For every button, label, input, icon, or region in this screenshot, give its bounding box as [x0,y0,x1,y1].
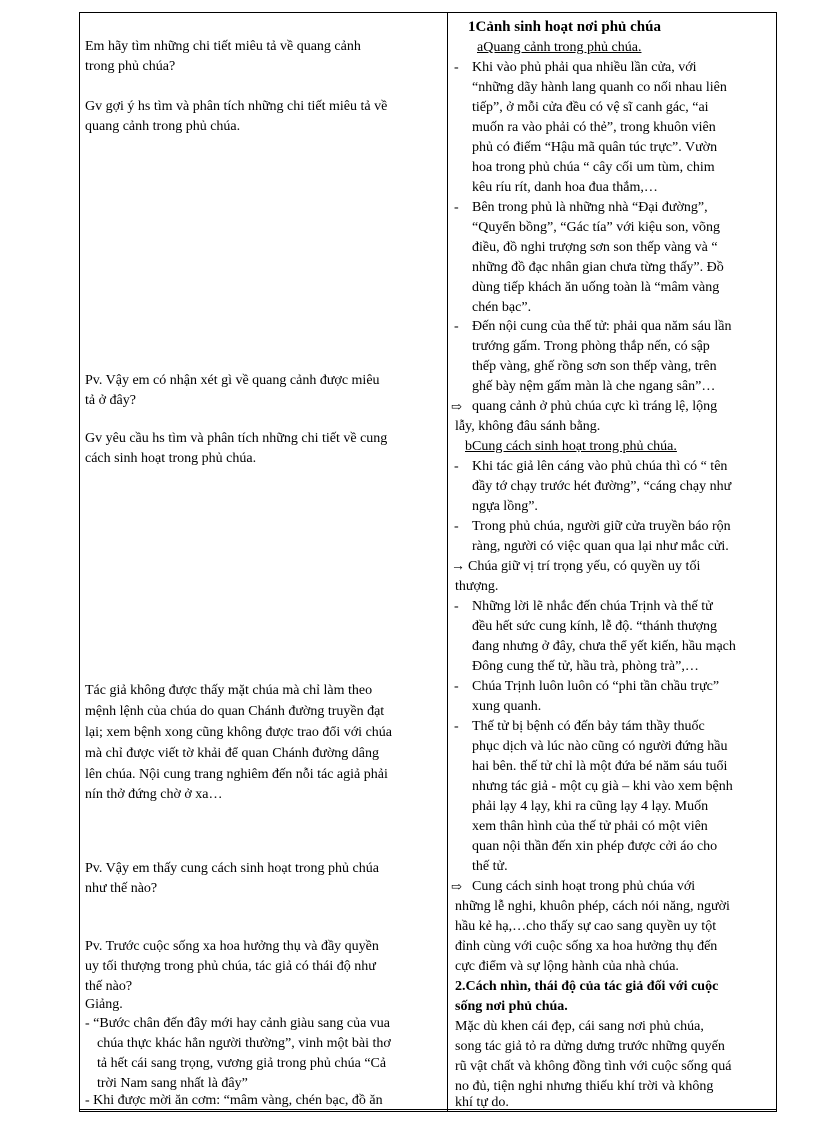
teacher-guide-line-2: quang cảnh trong phủ chúa. [85,119,241,134]
lifestyle-p6-line-4: Đông cung thế tử, hầu trà, phòng trà”,… [472,659,699,674]
lecture-bullet-1-line-4: trời Nam sang nhất là đây” [97,1076,248,1091]
bullet-dash: - [454,200,459,215]
landscape-p1-line-2: “những dãy hành lang quanh co nối nhau liên [472,80,727,95]
landscape-p3-line-4: ghế bày nệm gấm màn là che ngang sân”… [472,379,716,394]
teacher-request-line-1: Gv yêu cầu hs tìm và phân tích những chi tiết về cung [85,431,388,446]
landscape-p1-line-3: tiếp”, ở mỗi cửa đều có vệ sĩ canh gác, “ai [472,100,709,115]
lifestyle-summary-line-1: Cung cách sinh hoạt trong phủ chúa với [472,879,696,894]
question-attitude-line-3: thế nào? [85,979,133,994]
summary-line-4: mà chỉ được viết tờ khải để quan Chánh đường dâng [85,746,379,761]
lifestyle-p6-line-2: đều hết sức cung kính, lễ độ. “thánh thượng [472,619,717,634]
attitude-line-5: khí tự do. [455,1095,509,1110]
landscape-p2-line-3: điều, đồ nghi trượng sơn son thếp vàng và “ [472,240,718,255]
landscape-p2-line-1: Bên trong phủ là những nhà “Đại đường”, [472,200,708,215]
summary-line-5: lên chúa. Nội cung trang nghiêm đến nỗi tác agiả phải [85,767,388,782]
lifestyle-p8-line-7: quan nội thần đến xin phép được cởi áo cho [472,839,718,854]
lifestyle-p8-line-4: nhưng tác giả - một cụ già – khi vào xem bệnh [472,779,733,794]
attitude-line-1: Mặc dù khen cái đẹp, cái sang nơi phủ chúa, [455,1019,704,1034]
long-right-arrow-icon: → [451,559,465,574]
teacher-request-line-2: cách sinh hoạt trong phủ chúa. [85,451,257,466]
landscape-conclusion-line-2: lẫy, không đâu sánh bằng. [455,419,601,434]
landscape-p3-line-1: Đến nội cung của thế tử: phải qua năm sáu lần [472,319,732,334]
landscape-p3-line-2: trướng gấm. Trong phòng thắp nến, có sập [472,339,710,354]
lifestyle-summary-line-5: cực điểm và sự lộng hành của nhà chúa. [455,959,679,974]
question-lifestyle-line-2: như thế nào? [85,881,158,896]
lifestyle-p4-line-2: đầy tớ chạy trước hét đường”, “cáng chạy như [472,479,732,494]
landscape-p1-line-1: Khi vào phủ phải qua nhiều lần cửa, với [472,60,697,75]
summary-line-2: mệnh lệnh của chúa do quan Chánh đường truyền đạt [85,704,385,719]
landscape-p1-line-6: hoa trong phủ chúa “ cây cối um tùm, chim [472,160,715,175]
section-2-heading-line-1: 2.Cách nhìn, thái độ của tác giả đối với cuộc [455,979,719,994]
attitude-line-4: no đủ, tiện nghi nhưng thiếu khí trời và không [455,1079,714,1094]
lesson-table [79,12,777,1112]
lifestyle-p5-line-1: Trong phủ chúa, người giữ cửa truyền báo rộn [472,519,731,534]
landscape-conclusion-line-1: quang cảnh ở phủ chúa cực kì tráng lệ, lộng [472,399,718,414]
bullet-dash: - [454,679,459,694]
lifestyle-conclusion-line-1: Chúa giữ vị trí trọng yếu, có quyền uy tối [468,559,701,574]
bullet-dash: - [454,319,459,334]
lifestyle-conclusion-line-2: thượng. [455,579,499,594]
question-comment-line-2: tả ở đây? [85,393,136,408]
bullet-dash: - [454,459,459,474]
lifestyle-p4-line-3: ngựa lồng”. [472,499,538,514]
teacher-guide-line-1: Gv gợi ý hs tìm và phân tích những chi tiết miêu tả về [85,99,388,114]
hollow-right-arrow-icon: ⇨ [451,399,462,414]
summary-line-6: nín thở đứng chờ ở xa… [85,787,223,802]
lifestyle-p8-line-2: phục dịch và lúc nào cũng có người đứng hầu [472,739,728,754]
landscape-p2-line-4: những đồ đạc nhân gian chưa từng thấy”. Đồ [472,260,724,275]
lecture-bullet-2: - Khi được mời ăn cơm: “mâm vàng, chén bạc, đồ ăn [85,1093,383,1108]
lecture-bullet-1-line-2: chúa thực khác hẳn người thường”, vinh một bài thơ [97,1036,391,1051]
question-comment-line-1: Pv. Vậy em có nhận xét gì về quang cảnh được miêu [85,373,380,388]
lifestyle-p4-line-1: Khi tác giả lên cáng vào phủ chúa thì có “ tên [472,459,728,474]
bullet-dash: - [454,719,459,734]
lifestyle-p8-line-8: thế tử. [472,859,508,874]
column-divider [447,13,448,1111]
lecture-bullet-1-line-1: - “Bước chân đến đây mới hay cảnh giàu sang của vua [85,1016,391,1031]
lifestyle-p6-line-3: đang nhưng ở đây, chưa thể yết kiến, hầu mạch [472,639,736,654]
lifestyle-p7-line-1: Chúa Trịnh luôn luôn có “phi tần chầu trực” [472,679,720,694]
section-2-heading-line-2: sống nơi phủ chúa. [455,999,568,1014]
bullet-dash: - [454,60,459,75]
lecture-bullet-1-line-3: tả hết cái sang trọng, vương giả trong phủ chúa “Cả [97,1056,387,1071]
summary-line-3: lại; xem bệnh xong cũng không được trao đổi với chúa [85,725,392,740]
question-landscape-line-1: Em hãy tìm những chi tiết miêu tả về quang cảnh [85,39,361,54]
landscape-p1-line-7: kêu ríu rít, danh hoa đua thắm,… [472,180,658,195]
question-landscape-line-2: trong phủ chúa? [85,59,176,74]
bullet-dash: - [454,599,459,614]
bullet-dash: - [454,519,459,534]
lifestyle-p8-line-5: phải lạy 4 lạy, khi ra cũng lạy 4 lạy. Muốn [472,799,709,814]
lifestyle-p5-line-2: ràng, người có việc quan qua lại như mắc cửi. [472,539,729,554]
question-attitude-line-1: Pv. Trước cuộc sống xa hoa hưởng thụ và đầy quyền [85,939,379,954]
question-lifestyle-line-1: Pv. Vậy em thấy cung cách sinh hoạt trong phủ chúa [85,861,379,876]
lecture-label: Giảng. [85,997,123,1012]
lifestyle-summary-line-3: hầu kẻ hạ,…cho thấy sự cao sang quyền uy tột [455,919,717,934]
landscape-p2-line-5: dùng tiếp khách ăn uống toàn là “mâm vàng [472,280,720,295]
landscape-p1-line-4: muốn ra vào phải có thẻ”, trong khuôn viên [472,120,716,135]
summary-line-1: Tác giả không được thấy mặt chúa mà chỉ làm theo [85,683,373,698]
lifestyle-p8-line-1: Thế tử bị bệnh có đến bảy tám thầy thuốc [472,719,705,734]
landscape-p2-line-6: chén bạc”. [472,300,532,315]
section-1-heading: 1Cảnh sinh hoạt nơi phủ chúa [468,19,661,35]
landscape-p2-line-2: “Quyển bồng”, “Gác tía” với kiệu son, võng [472,220,721,235]
subsection-b-heading: bCung cách sinh hoạt trong phủ chúa. [465,439,677,454]
lifestyle-p8-line-3: hai bên. thế tử chỉ là một đứa bé năm sáu tuổi [472,759,728,774]
attitude-line-3: rũ vật chất và không đồng tình với cuộc sống quá [455,1059,732,1074]
question-attitude-line-2: uy tối thượng trong phủ chúa, tác giả có thái độ như [85,959,376,974]
lifestyle-p7-line-2: xung quanh. [472,699,542,714]
lifestyle-p6-line-1: Những lời lẽ nhắc đến chúa Trịnh và thế tử [472,599,713,614]
landscape-p3-line-3: thếp vàng, ghế rồng sơn son thếp vàng, trên [472,359,717,374]
lifestyle-summary-line-4: đỉnh cùng với cuộc sống xa hoa hưởng thụ đến [455,939,718,954]
lifestyle-summary-line-2: những lễ nghi, khuôn phép, cách nói năng, người [455,899,730,914]
attitude-line-2: song tác giả tỏ ra dửng dưng trước những quyến [455,1039,725,1054]
lifestyle-p8-line-6: xem thân hình của thế tử phải có một viên [472,819,708,834]
subsection-a-heading: aQuang cảnh trong phủ chúa. [477,40,642,55]
landscape-p1-line-5: phủ có điếm “Hậu mã quân túc trực”. Vườn [472,140,718,155]
hollow-right-arrow-icon: ⇨ [451,879,462,894]
